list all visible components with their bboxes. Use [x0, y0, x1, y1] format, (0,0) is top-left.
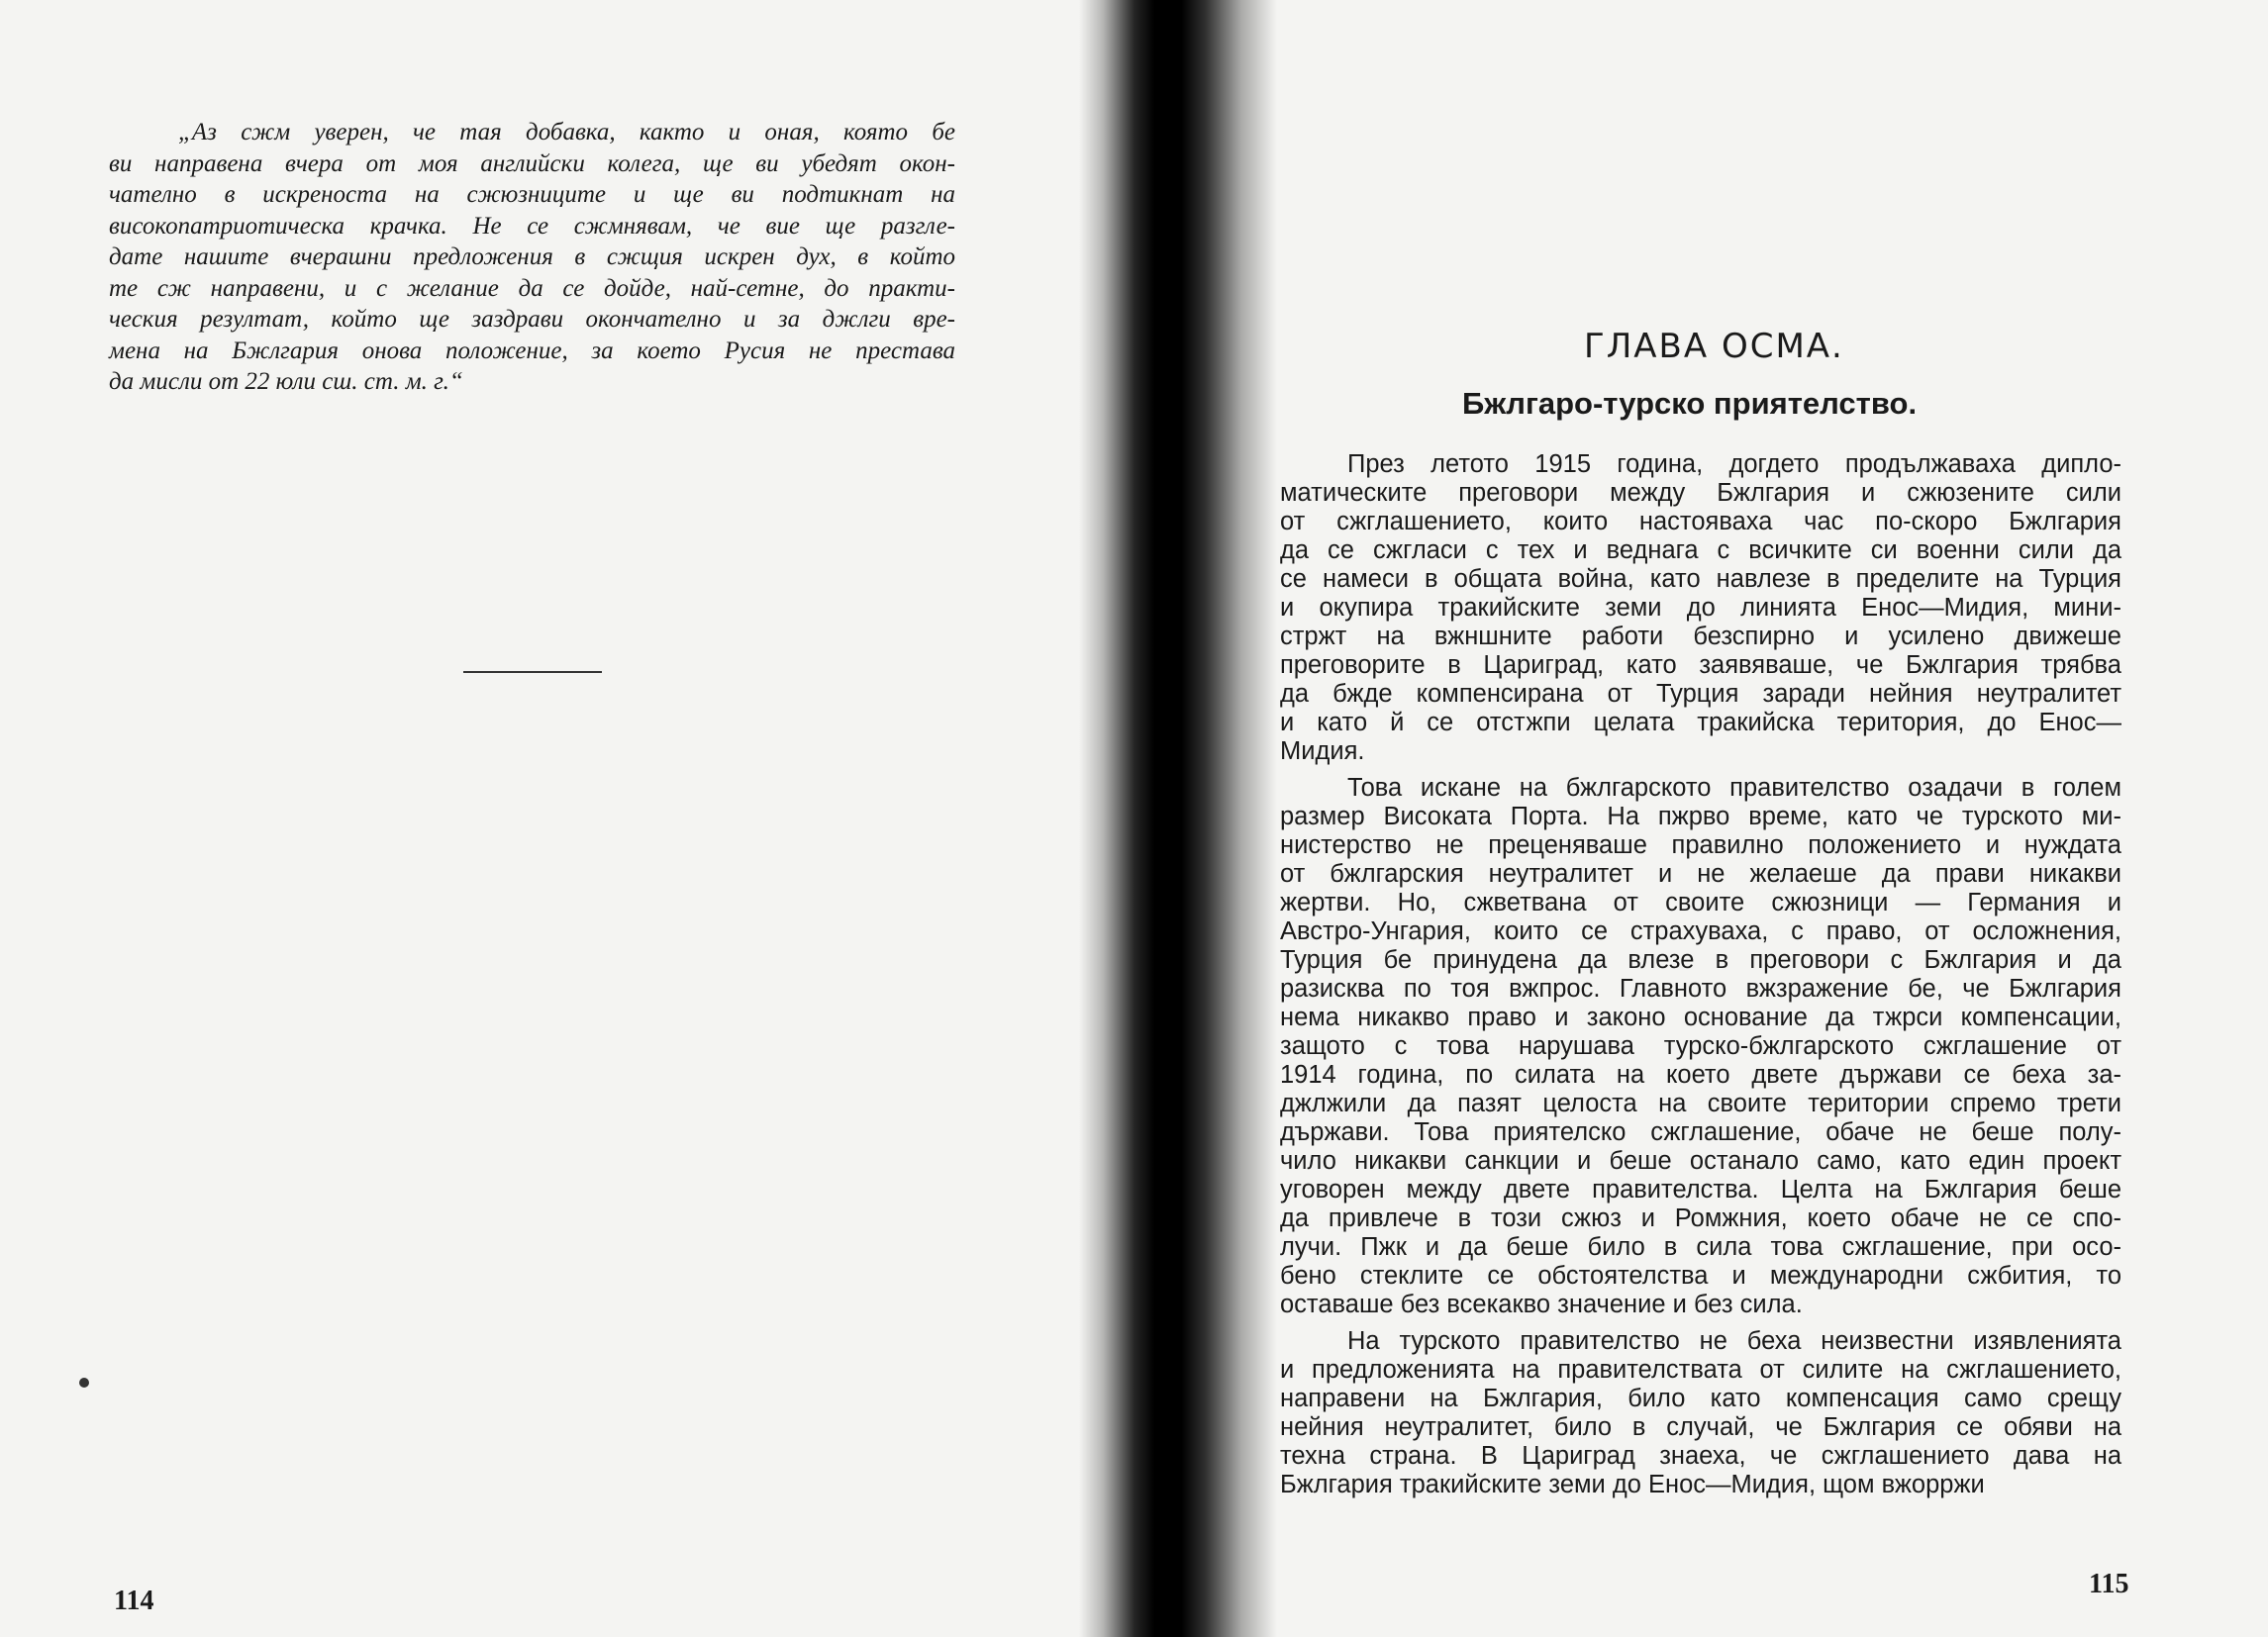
text-line: джлжили да пазят целоста на своите територии спремо трети — [1280, 1090, 2121, 1117]
quote-line: ви направена вчера от моя английски колега, ще ви убедят окон- — [109, 149, 955, 177]
page-number-left: 114 — [114, 1586, 154, 1616]
text-line: и предложенията на правителствата от силите на сжглашението, — [1280, 1356, 2121, 1384]
text-line: размер Високата Порта. На пжрво време, като че турското ми- — [1280, 803, 2121, 830]
text-line: На турското правителство не беха неизвестни изявленията — [1347, 1327, 2121, 1355]
left-page — [0, 0, 1109, 1637]
text-line: да привлече в този сжюз и Ромжния, което обаче не се спо- — [1280, 1204, 2121, 1232]
paragraph — [1280, 1327, 2121, 1499]
text-line: През летото 1915 година, догдето продължаваха дипло- — [1347, 450, 2121, 478]
text-line: да бжде компенсирана от Турция заради нейния неутралитет — [1280, 680, 2121, 708]
text-line: преговорите в Цариград, като заявяваше, че Бжлгария трябва — [1280, 651, 2121, 679]
text-line: оставаше без всекакво значение и без сила. — [1280, 1291, 1803, 1318]
text-line: и окупира тракийските земи до линията Енос—Мидия, мини- — [1280, 594, 2121, 622]
text-line: Бжлгария тракийските земи до Енос—Мидия, щом вжорржи — [1280, 1471, 1985, 1498]
quote-line: те сж направени, и с желание да се дойде, най-сетне, до практи- — [109, 274, 955, 302]
text-line: Австро-Унгария, които се страхуваха, с право, от осложнения, — [1280, 917, 2121, 945]
paragraph — [1280, 774, 2121, 1319]
text-line: от бжлгарския неутралитет и не желаеше да прави никакви — [1280, 860, 2121, 888]
chapter-subtitle: Бжлгаро-турско приятелство. — [1462, 386, 1918, 421]
quote-line: високопатриотическа крачка. Не се сжмнявам, че вие ще разгле- — [109, 212, 955, 240]
text-line: стржт на вжншните работи безспирно и усилено движеше — [1280, 623, 2121, 650]
text-line: матическите преговори между Бжлгария и сжюзените сили — [1280, 479, 2121, 507]
text-line: лучи. Пжк и да беше било в сила това сжглашение, при осо- — [1280, 1233, 2121, 1261]
quote-line: „Аз сжм уверен, че тая добавка, както и оная, която бе — [178, 119, 955, 145]
text-line: уговорен между двете правителства. Целта на Бжлгария беше — [1280, 1176, 2121, 1204]
text-line: Турция бе принудена да влезе в преговори с Бжлгария и да — [1280, 946, 2121, 974]
body-text — [1280, 450, 2121, 1507]
text-line: държави. Това приятелско сжглашение, обаче не беше полу- — [1280, 1118, 2121, 1146]
quote-line: мена на Бжлгария онова положение, за което Русия не престава — [109, 337, 955, 364]
text-line: 1914 година, по силата на което двете държави се беха за- — [1280, 1061, 2121, 1089]
paragraph — [1280, 450, 2121, 766]
text-line: бено стеклите се обстоятелства и международни сжбития, то — [1280, 1262, 2121, 1290]
text-line: направени на Бжлгария, било като компенсация само срещу — [1280, 1385, 2121, 1412]
text-line: Това искане на бжлгарското правителство озадачи в голем — [1347, 774, 2121, 802]
text-line: нейния неутралитет, било в случай, че Бжлгария се обяви на — [1280, 1413, 2121, 1441]
text-line: жертви. Но, сжветвана от своите сжюзници — Германия и — [1280, 889, 2121, 916]
text-line: разисква по тоя вжпрос. Главното вжзражение бе, че Бжлгария — [1280, 975, 2121, 1003]
chapter-title: ГЛАВА ОСМА. — [1584, 327, 1844, 366]
text-line: защото с това нарушава турско-бжлгарското сжглашение от — [1280, 1032, 2121, 1060]
text-line: да се сжгласи с тех и веднага с всичките си военни сили да — [1280, 536, 2121, 564]
quote-line: чателно в искреноста на сжюзниците и ще ви подтикнат на — [109, 181, 955, 208]
text-line: Мидия. — [1280, 737, 1365, 765]
quote-line: ческия резултат, който ще заздрави окончателно и за джлги вре- — [109, 306, 955, 333]
text-line: нистерство не преценяваше правилно положението и нуждата — [1280, 831, 2121, 859]
right-page — [1218, 0, 2268, 1637]
text-line: нема никакво право и законо основание да тжрси компенсации, — [1280, 1004, 2121, 1031]
text-line: чило никакви санкции и беше останало само, като един проект — [1280, 1147, 2121, 1175]
quote-line: да мисли от 22 юли сш. ст. м. г.“ — [109, 368, 463, 395]
quote-block — [109, 117, 955, 398]
section-separator — [463, 671, 602, 673]
page-number-right: 115 — [2089, 1569, 2129, 1599]
text-line: и като й се отстжпи целата тракийска територия, до Енос— — [1280, 709, 2121, 736]
text-line: се намеси в общата война, като навлезе в пределите на Турция — [1280, 565, 2121, 593]
quote-line: дате нашите вчерашни предложения в сжщия искрен дух, в който — [109, 243, 955, 270]
text-line: от сжглашението, които настояваха час по-скоро Бжлгария — [1280, 508, 2121, 535]
ink-blot — [79, 1378, 89, 1388]
text-line: техна страна. В Цариград знаеха, че сжглашението дава на — [1280, 1442, 2121, 1470]
